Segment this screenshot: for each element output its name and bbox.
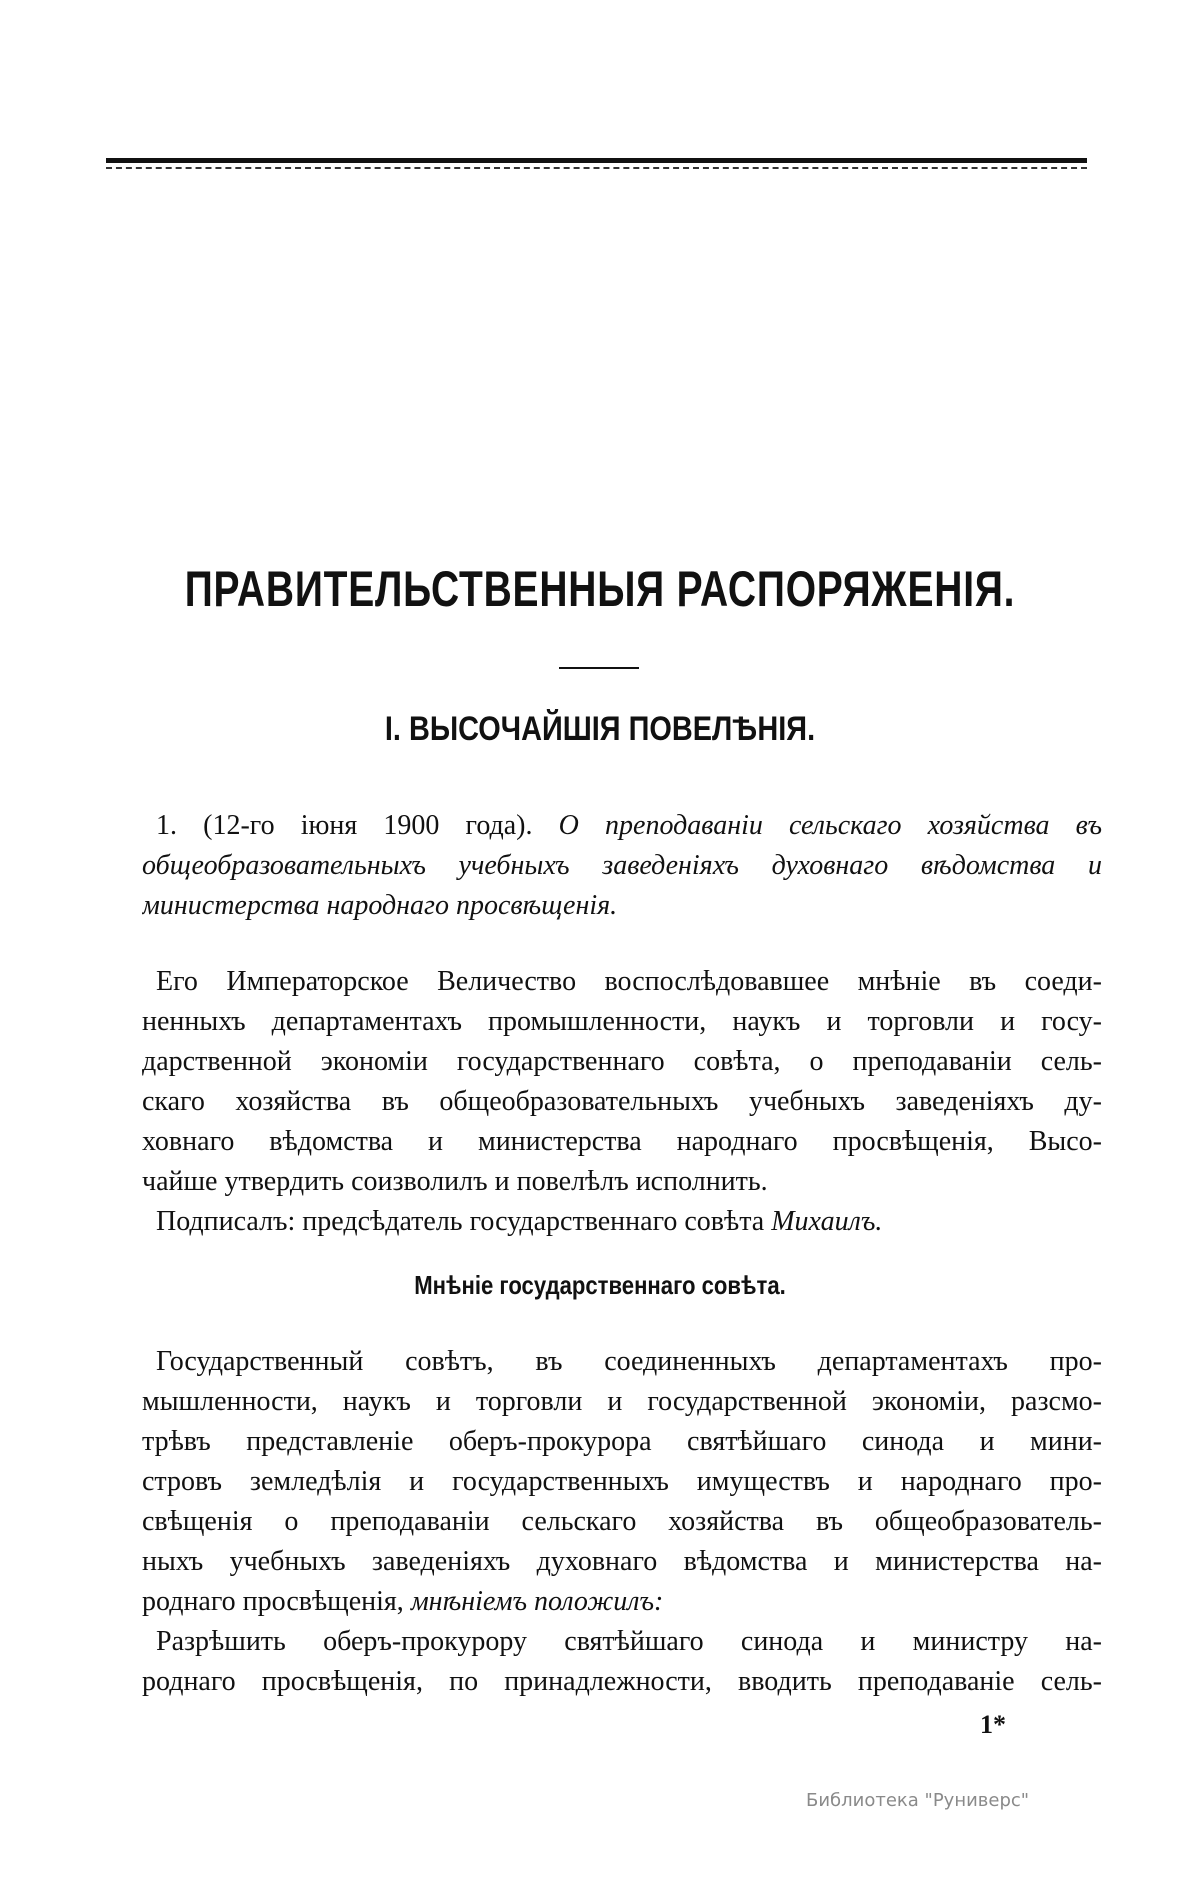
text-span: роднаго просвѣщенія, bbox=[142, 1586, 404, 1617]
item-line: министерства народнаго просвѣщенія. bbox=[142, 890, 618, 921]
text-line: роднаго просвѣщенія, по принадлежности, вводить преподаваніе сель- bbox=[142, 1666, 1102, 1697]
top-rule-thin bbox=[106, 167, 1087, 169]
top-rule bbox=[106, 158, 1087, 163]
text-line: Разрѣшить оберъ-прокурору святѣйшаго синода и министру на- bbox=[156, 1626, 1102, 1657]
item-title: О преподаваніи сельскаго хозяйства въ bbox=[558, 810, 1102, 841]
text-line: трѣвъ представленіе оберъ-прокурора святѣйшаго синода и мини- bbox=[142, 1426, 1102, 1457]
text-line: дарственной экономіи государственнаго совѣта, о преподаваніи сель- bbox=[142, 1046, 1102, 1077]
text-line: свѣщенія о преподаваніи сельскаго хозяйства въ общеобразователь- bbox=[142, 1506, 1102, 1537]
text-line bbox=[142, 1582, 1102, 1622]
divider bbox=[559, 667, 639, 669]
paragraph-2 bbox=[142, 1342, 1102, 1702]
text-line: ненныхъ департаментахъ промышленности, наукъ и торговли и госу- bbox=[142, 1006, 1102, 1037]
item-line bbox=[142, 806, 1102, 846]
italic-span: мнѣніемъ положилъ: bbox=[410, 1586, 664, 1617]
section-heading: I. ВЫСОЧАЙШІЯ ПОВЕЛѢНІЯ. bbox=[384, 710, 816, 748]
page-number: 1* bbox=[980, 1710, 1006, 1739]
text-line: ныхъ учебныхъ заведеніяхъ духовнаго вѣдомства и министерства на- bbox=[142, 1546, 1102, 1577]
page-title: ПРАВИТЕЛЬСТВЕННЫЯ РАСПОРЯЖЕНІЯ. bbox=[184, 561, 1016, 617]
signature-name: Михаилъ. bbox=[771, 1206, 883, 1237]
paragraph-1 bbox=[142, 962, 1102, 1242]
text-line: стровъ земледѣлія и государственныхъ имуществъ и народнаго про- bbox=[142, 1466, 1102, 1497]
item-1 bbox=[142, 806, 1102, 926]
watermark: Библиотека "Руниверс" bbox=[806, 1790, 1030, 1811]
text-line: Государственный совѣтъ, въ соединенныхъ департаментахъ про- bbox=[156, 1346, 1102, 1377]
signature-prefix: Подписалъ: предсѣдатель государственнаго совѣта bbox=[156, 1206, 765, 1237]
item-line: общеобразовательныхъ учебныхъ заведеніяхъ духовнаго вѣдомства и bbox=[142, 850, 1102, 881]
text-line: мышленности, наукъ и торговли и государственной экономіи, разсмо- bbox=[142, 1386, 1102, 1417]
item-date: 1. (12-го іюня 1900 года). bbox=[156, 810, 533, 841]
text-line: Его Императорское Величество воспослѣдовавшее мнѣніе въ соеди- bbox=[156, 966, 1102, 997]
text-line: ховнаго вѣдомства и министерства народнаго просвѣщенія, Высо- bbox=[142, 1126, 1102, 1157]
text-line: скаго хозяйства въ общеобразовательныхъ учебныхъ заведеніяхъ ду- bbox=[142, 1086, 1102, 1117]
text-line: чайше утвердить соизволилъ и повелѣлъ исполнить. bbox=[142, 1166, 768, 1197]
signature-line bbox=[142, 1202, 1102, 1242]
subheading: Мнѣніе государственнаго совѣта. bbox=[414, 1270, 786, 1300]
